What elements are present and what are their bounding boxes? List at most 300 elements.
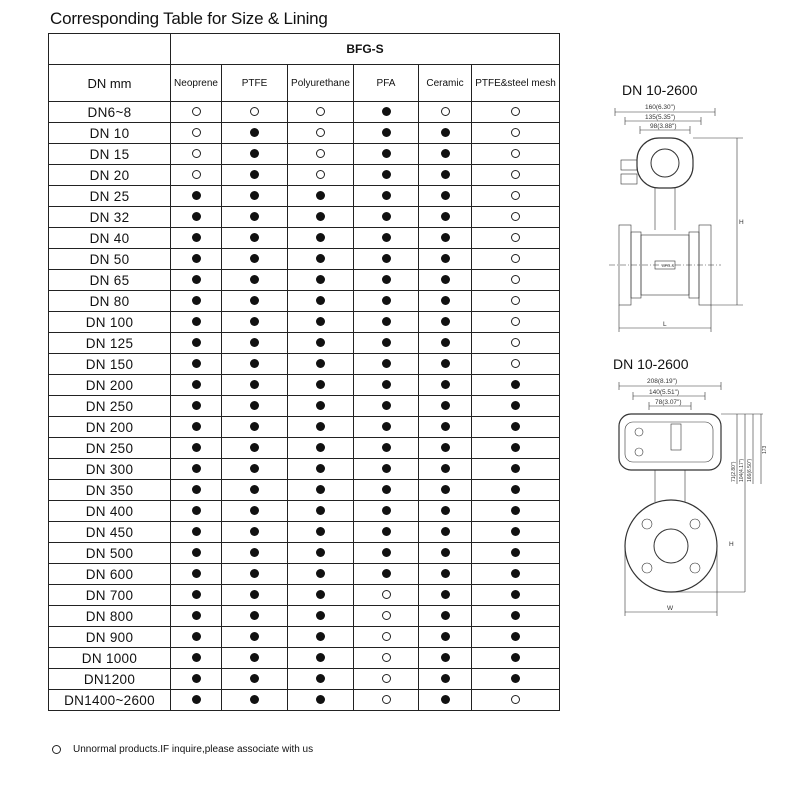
flanged-meter-svg xyxy=(605,100,755,345)
filled-circle-icon xyxy=(441,527,450,536)
filled-circle-icon xyxy=(511,380,520,389)
filled-circle-icon xyxy=(192,317,201,326)
table-row xyxy=(49,690,560,711)
dn-size-cell: DN1200 xyxy=(49,669,171,690)
availability-cell xyxy=(171,480,222,501)
filled-circle-icon xyxy=(382,527,391,536)
filled-circle-icon xyxy=(250,506,259,515)
filled-circle-icon xyxy=(192,569,201,578)
table-row xyxy=(49,249,560,270)
body-label: BFG-S xyxy=(662,263,675,268)
availability-cell xyxy=(222,249,288,270)
dn-size-cell: DN 500 xyxy=(49,543,171,564)
open-circle-icon xyxy=(511,212,520,221)
availability-cell xyxy=(354,627,419,648)
filled-circle-icon xyxy=(250,275,259,284)
table-row xyxy=(49,354,560,375)
availability-cell xyxy=(472,291,560,312)
availability-cell xyxy=(472,669,560,690)
table-row xyxy=(49,228,560,249)
availability-cell xyxy=(288,501,354,522)
availability-cell xyxy=(472,375,560,396)
filled-circle-icon xyxy=(441,359,450,368)
availability-cell xyxy=(288,354,354,375)
availability-cell xyxy=(354,396,419,417)
filled-circle-icon xyxy=(192,485,201,494)
availability-cell xyxy=(354,564,419,585)
dim-text: 166(6.50") xyxy=(747,458,753,482)
availability-cell xyxy=(222,585,288,606)
filled-circle-icon xyxy=(511,527,520,536)
filled-circle-icon xyxy=(441,506,450,515)
filled-circle-icon xyxy=(316,485,325,494)
filled-circle-icon xyxy=(192,674,201,683)
open-circle-icon xyxy=(511,128,520,137)
filled-circle-icon xyxy=(250,443,259,452)
table-row xyxy=(49,501,560,522)
filled-circle-icon xyxy=(192,212,201,221)
availability-cell xyxy=(222,312,288,333)
availability-cell xyxy=(222,543,288,564)
availability-cell xyxy=(171,312,222,333)
filled-circle-icon xyxy=(192,296,201,305)
availability-cell xyxy=(354,438,419,459)
filled-circle-icon xyxy=(316,695,325,704)
size-lining-table xyxy=(48,33,560,711)
filled-circle-icon xyxy=(382,359,391,368)
availability-cell xyxy=(472,522,560,543)
table-row xyxy=(49,291,560,312)
table-row xyxy=(49,627,560,648)
filled-circle-icon xyxy=(441,464,450,473)
filled-circle-icon xyxy=(316,359,325,368)
availability-cell xyxy=(288,270,354,291)
availability-cell xyxy=(354,606,419,627)
filled-circle-icon xyxy=(511,632,520,641)
filled-circle-icon xyxy=(441,275,450,284)
table-row xyxy=(49,396,560,417)
filled-circle-icon xyxy=(382,275,391,284)
availability-cell xyxy=(171,438,222,459)
availability-cell xyxy=(472,627,560,648)
open-circle-icon xyxy=(382,632,391,641)
open-circle-icon xyxy=(382,695,391,704)
filled-circle-icon xyxy=(441,590,450,599)
availability-cell xyxy=(419,585,472,606)
filled-circle-icon xyxy=(192,443,201,452)
filled-circle-icon xyxy=(511,401,520,410)
availability-cell xyxy=(222,627,288,648)
table-row xyxy=(49,459,560,480)
open-circle-icon xyxy=(52,745,61,754)
filled-circle-icon xyxy=(441,191,450,200)
filled-circle-icon xyxy=(382,128,391,137)
filled-circle-icon xyxy=(316,653,325,662)
column-header: Ceramic xyxy=(419,65,472,102)
open-circle-icon xyxy=(192,107,201,116)
availability-cell xyxy=(288,396,354,417)
filled-circle-icon xyxy=(441,170,450,179)
availability-cell xyxy=(472,102,560,123)
table-row xyxy=(49,312,560,333)
open-circle-icon xyxy=(192,128,201,137)
filled-circle-icon xyxy=(441,338,450,347)
availability-cell xyxy=(222,186,288,207)
filled-circle-icon xyxy=(316,296,325,305)
filled-circle-icon xyxy=(192,653,201,662)
legend-text: Unnormal products.IF inquire,please associate with us xyxy=(73,744,314,755)
table-row xyxy=(49,186,560,207)
availability-cell xyxy=(171,165,222,186)
filled-circle-icon xyxy=(192,590,201,599)
filled-circle-icon xyxy=(441,212,450,221)
filled-circle-icon xyxy=(250,695,259,704)
filled-circle-icon xyxy=(250,485,259,494)
wafer-meter-svg xyxy=(605,374,770,624)
availability-cell xyxy=(288,627,354,648)
availability-cell xyxy=(222,522,288,543)
table-row xyxy=(49,522,560,543)
dim-text: H xyxy=(739,219,744,226)
filled-circle-icon xyxy=(316,401,325,410)
availability-cell xyxy=(288,564,354,585)
dim-text: L xyxy=(663,321,667,328)
availability-cell xyxy=(171,669,222,690)
filled-circle-icon xyxy=(316,275,325,284)
filled-circle-icon xyxy=(192,632,201,641)
table-row xyxy=(49,669,560,690)
availability-cell xyxy=(472,144,560,165)
availability-cell xyxy=(419,228,472,249)
open-circle-icon xyxy=(511,191,520,200)
filled-circle-icon xyxy=(192,506,201,515)
table-row xyxy=(49,543,560,564)
filled-circle-icon xyxy=(250,317,259,326)
availability-cell xyxy=(472,564,560,585)
availability-cell xyxy=(222,270,288,291)
filled-circle-icon xyxy=(250,338,259,347)
availability-cell xyxy=(354,501,419,522)
filled-circle-icon xyxy=(382,233,391,242)
dn-size-cell: DN 700 xyxy=(49,585,171,606)
open-circle-icon xyxy=(511,695,520,704)
filled-circle-icon xyxy=(250,653,259,662)
table-row xyxy=(49,102,560,123)
dn-size-cell: DN 125 xyxy=(49,333,171,354)
filled-circle-icon xyxy=(382,401,391,410)
dn-size-cell: DN 50 xyxy=(49,249,171,270)
filled-circle-icon xyxy=(382,422,391,431)
table-row xyxy=(49,417,560,438)
group-header-row xyxy=(49,34,560,65)
availability-cell xyxy=(472,648,560,669)
availability-cell xyxy=(171,249,222,270)
availability-cell xyxy=(222,291,288,312)
filled-circle-icon xyxy=(441,548,450,557)
dn-size-cell: DN 800 xyxy=(49,606,171,627)
open-circle-icon xyxy=(316,149,325,158)
availability-cell xyxy=(472,501,560,522)
availability-cell xyxy=(354,270,419,291)
blank-corner-cell xyxy=(49,34,171,65)
availability-cell xyxy=(288,417,354,438)
table-row xyxy=(49,270,560,291)
availability-cell xyxy=(419,564,472,585)
filled-circle-icon xyxy=(511,422,520,431)
availability-cell xyxy=(288,480,354,501)
availability-cell xyxy=(419,144,472,165)
open-circle-icon xyxy=(192,170,201,179)
dn-header: DN mm xyxy=(49,65,171,102)
dn-size-cell: DN 900 xyxy=(49,627,171,648)
filled-circle-icon xyxy=(382,485,391,494)
filled-circle-icon xyxy=(250,233,259,242)
availability-cell xyxy=(171,564,222,585)
availability-cell xyxy=(288,669,354,690)
dn-size-cell: DN 80 xyxy=(49,291,171,312)
filled-circle-icon xyxy=(316,506,325,515)
dn-size-cell: DN6~8 xyxy=(49,102,171,123)
filled-circle-icon xyxy=(316,632,325,641)
filled-circle-icon xyxy=(316,338,325,347)
filled-circle-icon xyxy=(316,464,325,473)
filled-circle-icon xyxy=(441,632,450,641)
table-row xyxy=(49,165,560,186)
filled-circle-icon xyxy=(192,527,201,536)
availability-cell xyxy=(472,585,560,606)
filled-circle-icon xyxy=(316,212,325,221)
availability-cell xyxy=(288,375,354,396)
availability-cell xyxy=(171,186,222,207)
availability-cell xyxy=(222,228,288,249)
availability-cell xyxy=(472,123,560,144)
filled-circle-icon xyxy=(441,380,450,389)
availability-cell xyxy=(171,375,222,396)
filled-circle-icon xyxy=(192,464,201,473)
availability-cell xyxy=(288,438,354,459)
availability-cell xyxy=(419,648,472,669)
filled-circle-icon xyxy=(192,233,201,242)
dn-size-cell: DN 25 xyxy=(49,186,171,207)
availability-cell xyxy=(472,207,560,228)
availability-cell xyxy=(419,270,472,291)
availability-cell xyxy=(171,291,222,312)
dn-size-cell: DN 250 xyxy=(49,396,171,417)
availability-cell xyxy=(354,480,419,501)
availability-cell xyxy=(222,480,288,501)
availability-cell xyxy=(171,354,222,375)
filled-circle-icon xyxy=(382,548,391,557)
filled-circle-icon xyxy=(382,149,391,158)
table-row xyxy=(49,144,560,165)
filled-circle-icon xyxy=(316,317,325,326)
filled-circle-icon xyxy=(511,569,520,578)
filled-circle-icon xyxy=(250,128,259,137)
availability-cell xyxy=(171,102,222,123)
availability-cell xyxy=(472,480,560,501)
availability-cell xyxy=(171,606,222,627)
availability-cell xyxy=(419,522,472,543)
filled-circle-icon xyxy=(441,233,450,242)
availability-cell xyxy=(354,207,419,228)
dim-text: 135(5.35") xyxy=(645,114,676,121)
open-circle-icon xyxy=(382,674,391,683)
drawing-bottom-title: DN 10-2600 xyxy=(613,356,689,372)
open-circle-icon xyxy=(192,149,201,158)
availability-cell xyxy=(419,249,472,270)
filled-circle-icon xyxy=(316,191,325,200)
legend xyxy=(52,744,313,755)
dn-size-cell: DN 300 xyxy=(49,459,171,480)
availability-cell xyxy=(354,123,419,144)
filled-circle-icon xyxy=(192,695,201,704)
filled-circle-icon xyxy=(441,422,450,431)
filled-circle-icon xyxy=(382,212,391,221)
column-header: PTFE&steel mesh xyxy=(472,65,560,102)
availability-cell xyxy=(472,312,560,333)
filled-circle-icon xyxy=(250,527,259,536)
availability-cell xyxy=(171,123,222,144)
filled-circle-icon xyxy=(316,422,325,431)
availability-cell xyxy=(171,585,222,606)
dn-size-cell: DN 20 xyxy=(49,165,171,186)
dim-text: 104(4.17") xyxy=(739,458,745,482)
table-row xyxy=(49,207,560,228)
open-circle-icon xyxy=(511,317,520,326)
availability-cell xyxy=(222,606,288,627)
open-circle-icon xyxy=(511,233,520,242)
filled-circle-icon xyxy=(250,590,259,599)
availability-cell xyxy=(288,606,354,627)
availability-cell xyxy=(171,648,222,669)
filled-circle-icon xyxy=(250,674,259,683)
open-circle-icon xyxy=(511,170,520,179)
availability-cell xyxy=(222,648,288,669)
filled-circle-icon xyxy=(441,695,450,704)
filled-circle-icon xyxy=(250,254,259,263)
availability-cell xyxy=(472,249,560,270)
availability-cell xyxy=(288,165,354,186)
availability-cell xyxy=(288,522,354,543)
availability-cell xyxy=(288,228,354,249)
open-circle-icon xyxy=(511,254,520,263)
filled-circle-icon xyxy=(441,296,450,305)
availability-cell xyxy=(419,207,472,228)
dn-size-cell: DN 40 xyxy=(49,228,171,249)
availability-cell xyxy=(472,165,560,186)
availability-cell xyxy=(354,417,419,438)
availability-cell xyxy=(288,102,354,123)
dn-size-cell: DN 450 xyxy=(49,522,171,543)
filled-circle-icon xyxy=(250,569,259,578)
availability-cell xyxy=(222,564,288,585)
availability-cell xyxy=(288,144,354,165)
availability-cell xyxy=(288,585,354,606)
filled-circle-icon xyxy=(192,275,201,284)
availability-cell xyxy=(419,291,472,312)
filled-circle-icon xyxy=(250,170,259,179)
filled-circle-icon xyxy=(316,443,325,452)
availability-cell xyxy=(472,606,560,627)
filled-circle-icon xyxy=(382,107,391,116)
dn-size-cell: DN 350 xyxy=(49,480,171,501)
filled-circle-icon xyxy=(316,527,325,536)
availability-cell xyxy=(354,228,419,249)
availability-cell xyxy=(171,207,222,228)
availability-cell xyxy=(354,102,419,123)
table-row xyxy=(49,333,560,354)
availability-cell xyxy=(472,228,560,249)
page-title: Corresponding Table for Size & Lining xyxy=(50,9,328,28)
availability-cell xyxy=(171,543,222,564)
column-header: Neoprene xyxy=(171,65,222,102)
availability-cell xyxy=(222,375,288,396)
availability-cell xyxy=(288,249,354,270)
availability-cell xyxy=(288,333,354,354)
filled-circle-icon xyxy=(250,548,259,557)
availability-cell xyxy=(354,459,419,480)
table-row xyxy=(49,648,560,669)
availability-cell xyxy=(472,438,560,459)
filled-circle-icon xyxy=(511,548,520,557)
dn-size-cell: DN 1000 xyxy=(49,648,171,669)
filled-circle-icon xyxy=(250,422,259,431)
filled-circle-icon xyxy=(441,611,450,620)
availability-cell xyxy=(171,228,222,249)
open-circle-icon xyxy=(316,170,325,179)
availability-cell xyxy=(222,165,288,186)
availability-cell xyxy=(419,102,472,123)
dn-size-cell: DN 250 xyxy=(49,438,171,459)
filled-circle-icon xyxy=(382,338,391,347)
availability-cell xyxy=(472,417,560,438)
availability-cell xyxy=(472,543,560,564)
filled-circle-icon xyxy=(250,149,259,158)
availability-cell xyxy=(354,333,419,354)
availability-cell xyxy=(222,333,288,354)
availability-cell xyxy=(354,648,419,669)
filled-circle-icon xyxy=(441,149,450,158)
filled-circle-icon xyxy=(511,506,520,515)
column-header: PTFE xyxy=(222,65,288,102)
availability-cell xyxy=(288,207,354,228)
dim-text: 173 xyxy=(762,445,768,454)
table-row xyxy=(49,564,560,585)
availability-cell xyxy=(472,396,560,417)
filled-circle-icon xyxy=(192,401,201,410)
group-label: BFG-S xyxy=(171,34,560,65)
availability-cell xyxy=(419,459,472,480)
availability-cell xyxy=(171,333,222,354)
open-circle-icon xyxy=(511,107,520,116)
filled-circle-icon xyxy=(511,674,520,683)
availability-cell xyxy=(288,186,354,207)
availability-cell xyxy=(171,522,222,543)
filled-circle-icon xyxy=(382,464,391,473)
flanged-meter-drawing xyxy=(605,100,755,345)
open-circle-icon xyxy=(441,107,450,116)
filled-circle-icon xyxy=(382,191,391,200)
availability-cell xyxy=(222,501,288,522)
wafer-meter-drawing xyxy=(605,374,770,624)
filled-circle-icon xyxy=(250,611,259,620)
filled-circle-icon xyxy=(441,569,450,578)
open-circle-icon xyxy=(382,653,391,662)
column-header: PFA xyxy=(354,65,419,102)
open-circle-icon xyxy=(511,149,520,158)
filled-circle-icon xyxy=(316,254,325,263)
filled-circle-icon xyxy=(441,674,450,683)
